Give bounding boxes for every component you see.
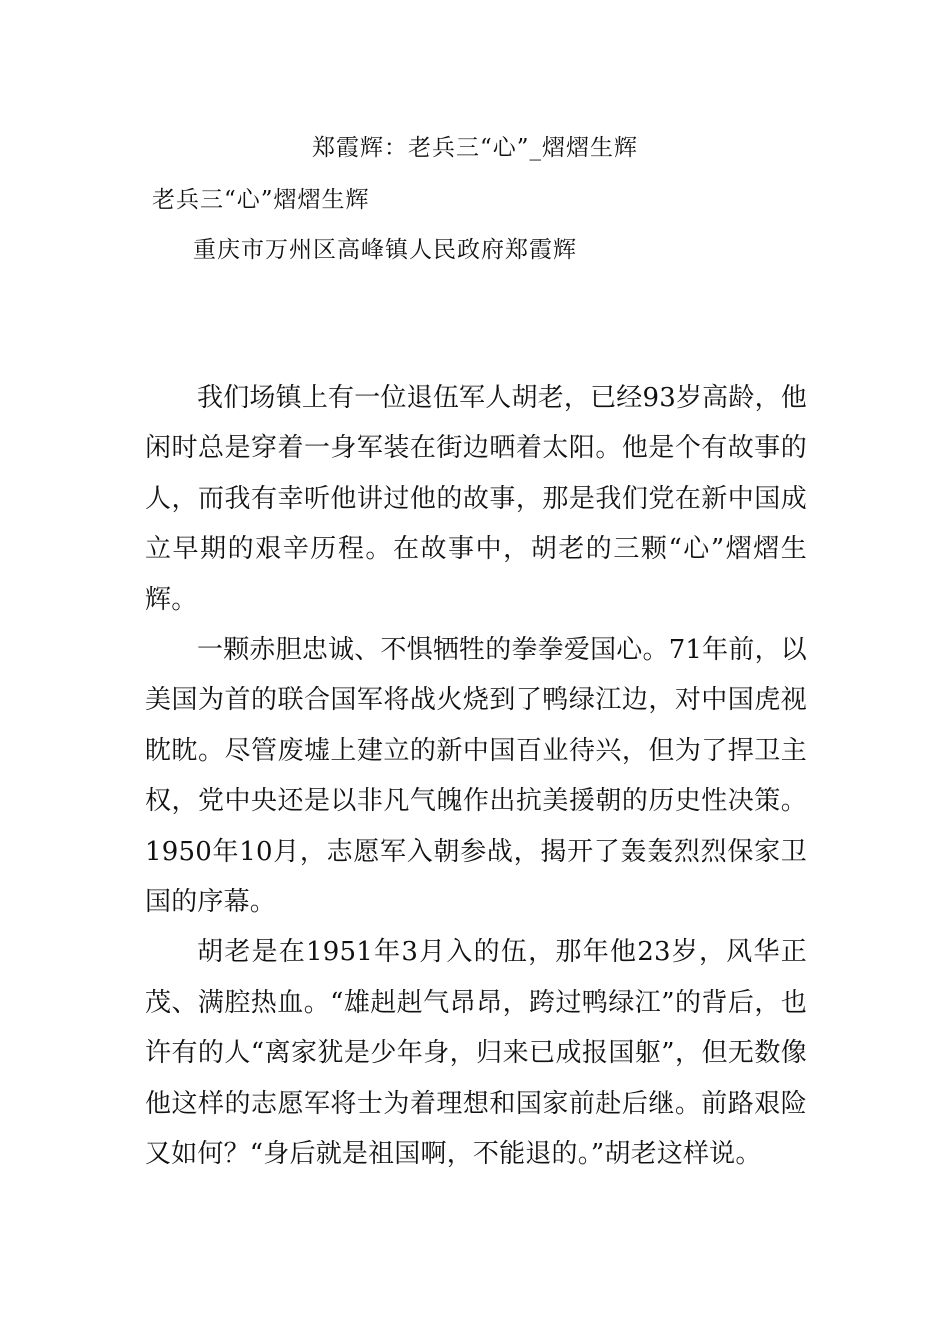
document-title: 郑霞辉：老兵三“心”_熠熠生辉 xyxy=(311,135,639,161)
author-line: 重庆市万州区高峰镇人民政府郑霞辉 xyxy=(193,237,577,263)
paragraph: 我们场镇上有一位退伍军人胡老，已经93岁高龄，他闲时总是穿着一身军装在街边晒着太阳。他是个有故事的人，而我有幸听他讲过他的故事，那是我们党在新中国成立早期的艰辛历程。在故事中，胡老的三颗“心”熠熠生辉。 xyxy=(145,383,807,615)
article-subtitle: 老兵三“心”熠熠生辉 xyxy=(152,187,370,213)
paragraph: 胡老是在1951年3月入的伍，那年他23岁，风华正茂、满腔热血。“雄赳赳气昂昂，跨过鸭绿江”的背后，也许有的人“离家犹是少年身，归来已成报国躯”，但无数像他这样的志愿军将士为着理想和国家前赴后继。前路艰险又如何？“身后就是祖国啊，不能退的。”胡老这样说。 xyxy=(145,937,807,1170)
paragraph: 一颗赤胆忠诚、不惧牺牲的拳拳爱国心。71年前，以美国为首的联合国军将战火烧到了鸭绿江边，对中国虎视眈眈。尽管废墟上建立的新中国百业待兴，但为了捍卫主权，党中央还是以非凡气魄作出抗美援朝的历史性决策。1950年10月，志愿军入朝参战，揭开了轰轰烈烈保家卫国的序幕。 xyxy=(145,635,807,918)
article-body xyxy=(145,373,807,1180)
